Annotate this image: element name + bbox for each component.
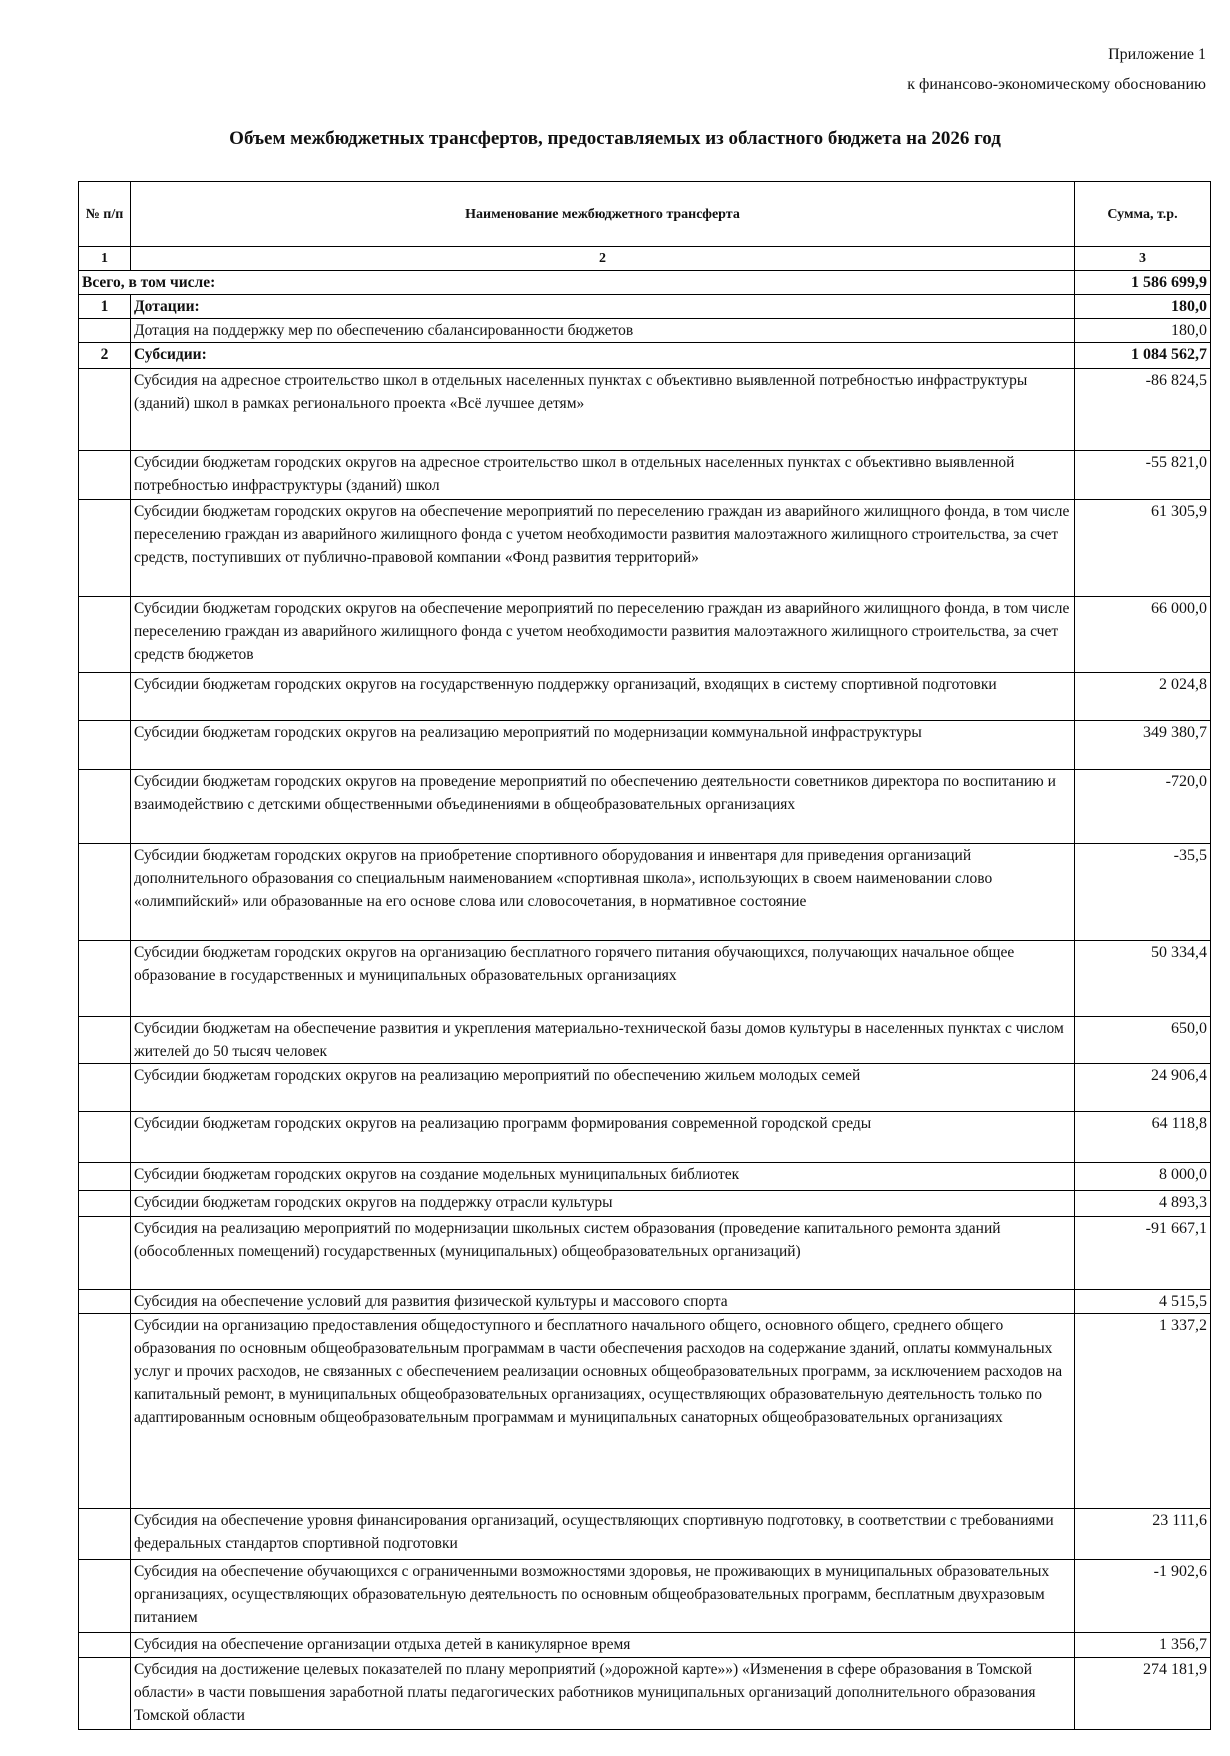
table-row xyxy=(79,1064,1211,1112)
table-row xyxy=(79,941,1211,1017)
item-name: Субсидии бюджетам городских округов на создание модельных муниципальных библиотек xyxy=(131,1163,1075,1191)
item-sum: 61 305,9 xyxy=(1075,500,1211,597)
col-number-1: 1 xyxy=(79,247,131,271)
item-sum: 1 337,2 xyxy=(1075,1314,1211,1509)
table-row xyxy=(79,451,1211,500)
table-row xyxy=(79,1017,1211,1064)
empty-cell xyxy=(79,941,131,1017)
item-name: Субсидии бюджетам городских округов на адресное строительство школ в отдельных населенных пунктах с объективно выявленной потребностью инфраструктуры (зданий) школ xyxy=(131,451,1075,500)
empty-cell xyxy=(79,597,131,673)
subsidies-no: 2 xyxy=(79,343,131,369)
item-sum: 23 111,6 xyxy=(1075,1509,1211,1560)
item-sum: -91 667,1 xyxy=(1075,1217,1211,1290)
empty-cell xyxy=(79,1560,131,1633)
table-row xyxy=(79,1112,1211,1163)
item-sum: 64 118,8 xyxy=(1075,1112,1211,1163)
empty-cell xyxy=(79,1290,131,1314)
table-row xyxy=(79,844,1211,941)
header-sum: Сумма, т.р. xyxy=(1075,182,1211,247)
empty-cell xyxy=(79,1064,131,1112)
item-sum: 274 181,9 xyxy=(1075,1658,1211,1730)
item-sum: 4 515,5 xyxy=(1075,1290,1211,1314)
empty-cell xyxy=(79,844,131,941)
column-number-row xyxy=(79,247,1211,271)
item-sum: 650,0 xyxy=(1075,1017,1211,1064)
item-sum: 24 906,4 xyxy=(1075,1064,1211,1112)
item-sum: 8 000,0 xyxy=(1075,1163,1211,1191)
empty-cell xyxy=(79,721,131,770)
empty-cell xyxy=(79,1314,131,1509)
item-name: Субсидия на обеспечение обучающихся с ограниченными возможностями здоровья, не проживающих в муниципальных образовательных организациях, осуществляющих образовательную деятельность по основным общеобразовательных программ, бесплатным двухразовым питанием xyxy=(131,1560,1075,1633)
appendix-line2: к финансово-экономическому обоснованию xyxy=(907,76,1206,93)
item-name: Субсидия на обеспечение условий для развития физической культуры и массового спорта xyxy=(131,1290,1075,1314)
item-name: Дотация на поддержку мер по обеспечению сбалансированности бюджетов xyxy=(131,319,1075,343)
subsidies-label: Субсидии: xyxy=(131,343,1075,369)
item-sum: -55 821,0 xyxy=(1075,451,1211,500)
item-name: Субсидии бюджетам городских округов на приобретение спортивного оборудования и инвентаря для приведения организаций дополнительного образования со специальным наименованием «спортивная школа», использующих в своем наименовании слово «олимпийский» или образованные на его основе слова или словосочетания, в нормативное состояние xyxy=(131,844,1075,941)
appendix-line1: Приложение 1 xyxy=(1108,46,1206,63)
item-sum: -35,5 xyxy=(1075,844,1211,941)
item-sum: -1 902,6 xyxy=(1075,1560,1211,1633)
table-row xyxy=(79,1163,1211,1191)
appendix-note xyxy=(907,40,1206,100)
item-name: Субсидии бюджетам на обеспечение развития и укрепления материально-технической базы домов культуры в населенных пунктах с числом жителей до 50 тысяч человек xyxy=(131,1017,1075,1064)
item-name: Субсидия на обеспечение организации отдыха детей в каникулярное время xyxy=(131,1633,1075,1658)
empty-cell xyxy=(79,1112,131,1163)
table-row xyxy=(79,369,1211,451)
table-row xyxy=(79,673,1211,721)
empty-cell xyxy=(79,451,131,500)
item-name: Субсидии бюджетам городских округов на реализацию мероприятий по обеспечению жильем молодых семей xyxy=(131,1064,1075,1112)
col-number-3: 3 xyxy=(1075,247,1211,271)
item-name: Субсидия на обеспечение уровня финансирования организаций, осуществляющих спортивную подготовку, в соответствии с требованиями федеральных стандартов спортивной подготовки xyxy=(131,1509,1075,1560)
item-sum: 180,0 xyxy=(1075,319,1211,343)
item-name: Субсидии бюджетам городских округов на проведение мероприятий по обеспечению деятельности советников директора по воспитанию и взаимодействию с детскими общественными объединениями в общеобразовательных организациях xyxy=(131,770,1075,844)
item-name: Субсидии бюджетам городских округов на реализацию программ формирования современной городской среды xyxy=(131,1112,1075,1163)
total-sum: 1 586 699,9 xyxy=(1075,271,1211,295)
table-row xyxy=(79,1633,1211,1658)
item-name: Субсидия на реализацию мероприятий по модернизации школьных систем образования (проведение капитального ремонта зданий (обособленных помещений) государственных (муниципальных) общеобразовательных организаций) xyxy=(131,1217,1075,1290)
item-sum: 66 000,0 xyxy=(1075,597,1211,673)
table-header-row xyxy=(79,182,1211,247)
empty-cell xyxy=(79,1163,131,1191)
item-name: Субсидии бюджетам городских округов на поддержку отрасли культуры xyxy=(131,1191,1075,1217)
empty-cell xyxy=(79,673,131,721)
document-title: Объем межбюджетных трансфертов, предоставляемых из областного бюджета на 2026 год xyxy=(229,128,1001,149)
table-row xyxy=(79,1509,1211,1560)
header-name: Наименование межбюджетного трансферта xyxy=(131,182,1075,247)
grants-label: Дотации: xyxy=(131,295,1075,319)
grants-sum: 180,0 xyxy=(1075,295,1211,319)
transfers-table xyxy=(78,181,1211,1730)
table-row xyxy=(79,1658,1211,1730)
table-row xyxy=(79,1314,1211,1509)
item-sum: 50 334,4 xyxy=(1075,941,1211,1017)
item-sum: 349 380,7 xyxy=(1075,721,1211,770)
table-row xyxy=(79,1290,1211,1314)
table-row xyxy=(79,1560,1211,1633)
item-name: Субсидии бюджетам городских округов на государственную поддержку организаций, входящих в систему спортивной подготовки xyxy=(131,673,1075,721)
total-row xyxy=(79,271,1211,295)
item-name: Субсидии бюджетам городских округов на организацию бесплатного горячего питания обучающихся, получающих начальное общее образование в государственных и муниципальных образовательных организациях xyxy=(131,941,1075,1017)
item-name: Субсидии на организацию предоставления общедоступного и бесплатного начального общего, основного общего, среднего общего образования по основным общеобразовательным программам в части обеспечения расходов на содержание зданий, оплаты коммунальных услуг и прочих расходов, не связанных с обеспечением реализации основных общеобразовательных программ, за исключением расходов на капитальный ремонт, в муниципальных общеобразовательных организациях, осуществляющих образовательную деятельность только по адаптированным основным общеобразовательным программам и муниципальных санаторных общеобразовательных организациях xyxy=(131,1314,1075,1509)
item-sum: 1 356,7 xyxy=(1075,1633,1211,1658)
total-label: Всего, в том числе: xyxy=(79,271,1075,295)
subsidies-row xyxy=(79,343,1211,369)
header-no: № п/п xyxy=(79,182,131,247)
table-row xyxy=(79,1191,1211,1217)
col-number-2: 2 xyxy=(131,247,1075,271)
empty-cell xyxy=(79,1217,131,1290)
item-sum: -720,0 xyxy=(1075,770,1211,844)
item-sum: -86 824,5 xyxy=(1075,369,1211,451)
item-name: Субсидии бюджетам городских округов на обеспечение мероприятий по переселению граждан из аварийного жилищного фонда, в том числе переселению граждан из аварийного жилищного фонда с учетом необходимости развития малоэтажного жилищного строительства, за счет средств бюджетов xyxy=(131,597,1075,673)
table-row xyxy=(79,500,1211,597)
item-name: Субсидии бюджетам городских округов на обеспечение мероприятий по переселению граждан из аварийного жилищного фонда, в том числе переселению граждан из аварийного жилищного фонда с учетом необходимости развития малоэтажного жилищного строительства, за счет средств, поступивших от публично-правовой компании «Фонд развития территорий» xyxy=(131,500,1075,597)
empty-cell xyxy=(79,500,131,597)
empty-cell xyxy=(79,770,131,844)
item-sum: 2 024,8 xyxy=(1075,673,1211,721)
grants-row xyxy=(79,295,1211,319)
item-name: Субсидии бюджетам городских округов на реализацию мероприятий по модернизации коммунальной инфраструктуры xyxy=(131,721,1075,770)
empty-cell xyxy=(79,369,131,451)
item-name: Субсидия на адресное строительство школ в отдельных населенных пунктах с объективно выявленной потребностью инфраструктуры (зданий) школ в рамках регионального проекта «Всё лучшее детям» xyxy=(131,369,1075,451)
table-row xyxy=(79,319,1211,343)
grants-no: 1 xyxy=(79,295,131,319)
empty-cell xyxy=(79,1658,131,1730)
empty-cell xyxy=(79,1017,131,1064)
table-row xyxy=(79,1217,1211,1290)
item-sum: 4 893,3 xyxy=(1075,1191,1211,1217)
empty-cell xyxy=(79,1191,131,1217)
table-row xyxy=(79,770,1211,844)
subsidies-sum: 1 084 562,7 xyxy=(1075,343,1211,369)
empty-cell xyxy=(79,319,131,343)
item-name: Субсидия на достижение целевых показателей по плану мероприятий (»дорожной карте»») «Изменения в сфере образования в Томской области» в части повышения заработной платы педагогических работников муниципальных организаций дополнительного образования Томской области xyxy=(131,1658,1075,1730)
empty-cell xyxy=(79,1509,131,1560)
table-row xyxy=(79,721,1211,770)
table-row xyxy=(79,597,1211,673)
empty-cell xyxy=(79,1633,131,1658)
